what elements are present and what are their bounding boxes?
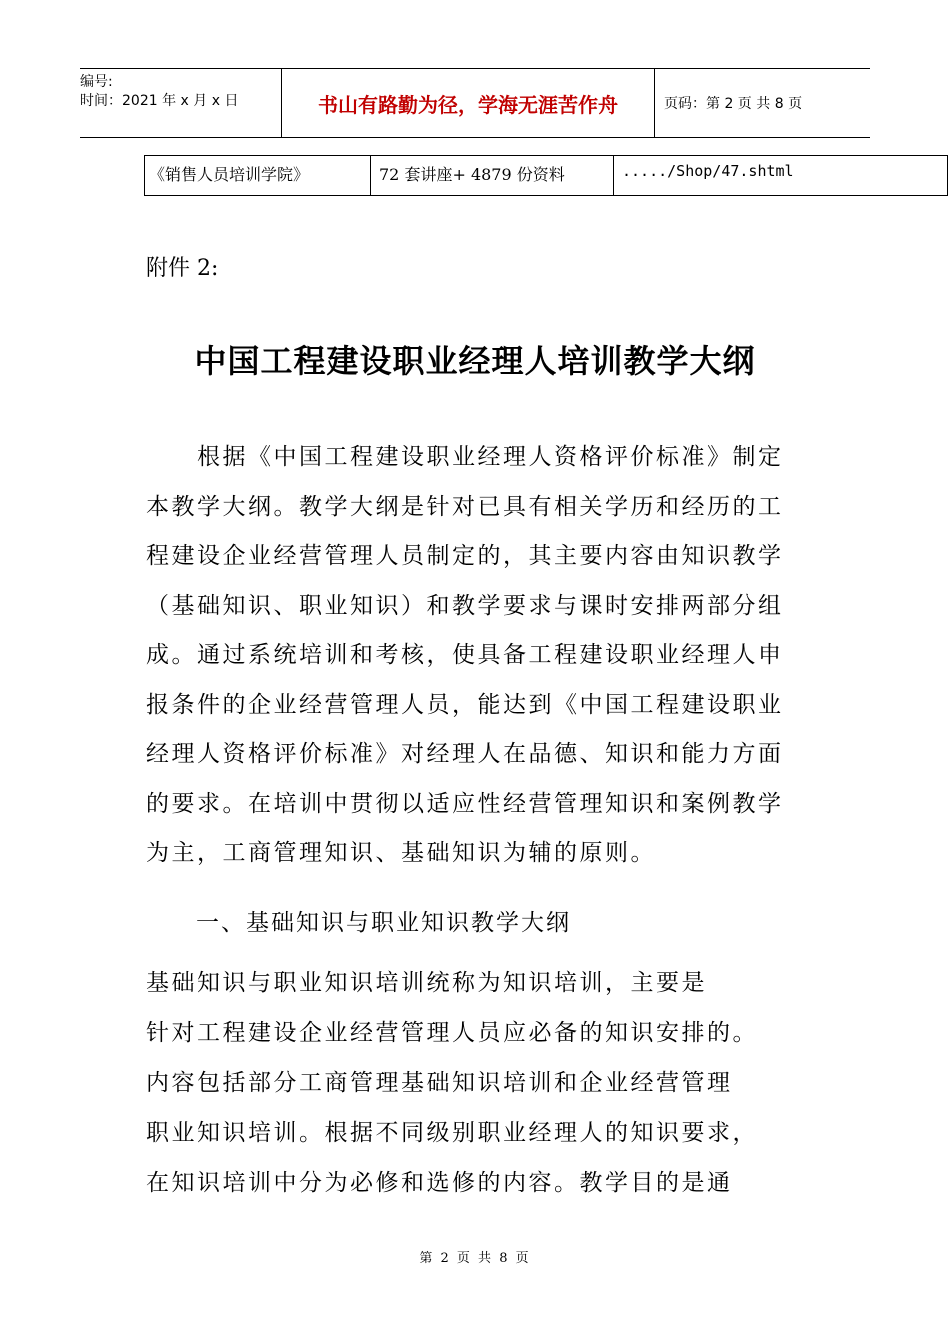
page-footer: 第 2 页 共 8 页 bbox=[419, 1251, 531, 1266]
paragraph-line: 本教学大纲。教学大纲是针对已具有相关学历和经历的工 bbox=[146, 493, 784, 520]
paragraph-line: 报条件的企业经营管理人员，能达到《中国工程建设职业 bbox=[146, 691, 784, 718]
paragraph-line: 成。通过系统培训和考核，使具备工程建设职业经理人申 bbox=[146, 642, 784, 668]
header-page-info: 页码：第 2 页 共 8 页 bbox=[664, 96, 803, 112]
attachment-label: 附件 2: bbox=[146, 256, 219, 281]
code-label: 编号: bbox=[80, 74, 113, 90]
promo-box bbox=[144, 155, 948, 196]
intro-paragraph bbox=[146, 439, 808, 885]
paragraph-line: 在知识培训中分为必修和选修的内容。教学目的是通 bbox=[146, 1170, 733, 1196]
section-heading: 一、基础知识与职业知识教学大纲 bbox=[196, 910, 571, 936]
header-meta bbox=[80, 69, 281, 141]
paragraph-line: 经理人资格评价标准》对经理人在品德、知识和能力方面 bbox=[146, 741, 784, 767]
page-title: 中国工程建设职业经理人培训教学大纲 bbox=[194, 342, 756, 380]
paragraph-line: （基础知识、职业知识）和教学要求与课时安排两部分组 bbox=[146, 592, 784, 619]
promo-link[interactable]: ...../Shop/47.shtml bbox=[622, 162, 794, 180]
paragraph-line: 职业知识培训。根据不同级别职业经理人的知识要求， bbox=[146, 1120, 758, 1146]
paragraph-line: 根据《中国工程建设职业经理人资格评价标准》制定 bbox=[146, 444, 784, 470]
paragraph-line: 为主，工商管理知识、基础知识为辅的原则。 bbox=[146, 840, 656, 866]
header-motto: 书山有路勤为径，学海无涯苦作舟 bbox=[281, 69, 655, 137]
paragraph-line: 的要求。在培训中贯彻以适应性经营管理知识和案例教学 bbox=[146, 790, 784, 817]
body-paragraph bbox=[146, 965, 766, 1215]
document-header bbox=[80, 68, 870, 138]
time-label: 时间：2021 年 x 月 x 日 bbox=[80, 93, 239, 109]
paragraph-line: 内容包括部分工商管理基础知识培训和企业经营管理 bbox=[146, 1070, 733, 1096]
paragraph-line: 针对工程建设企业经营管理人员应必备的知识安排的。 bbox=[146, 1020, 758, 1046]
promo-resources: 72 套讲座+ 4879 份资料 bbox=[371, 156, 614, 195]
promo-academy: 《销售人员培训学院》 bbox=[145, 156, 371, 195]
paragraph-line: 基础知识与职业知识培训统称为知识培训，主要是 bbox=[146, 970, 707, 996]
paragraph-line: 程建设企业经营管理人员制定的，其主要内容由知识教学 bbox=[146, 543, 784, 569]
